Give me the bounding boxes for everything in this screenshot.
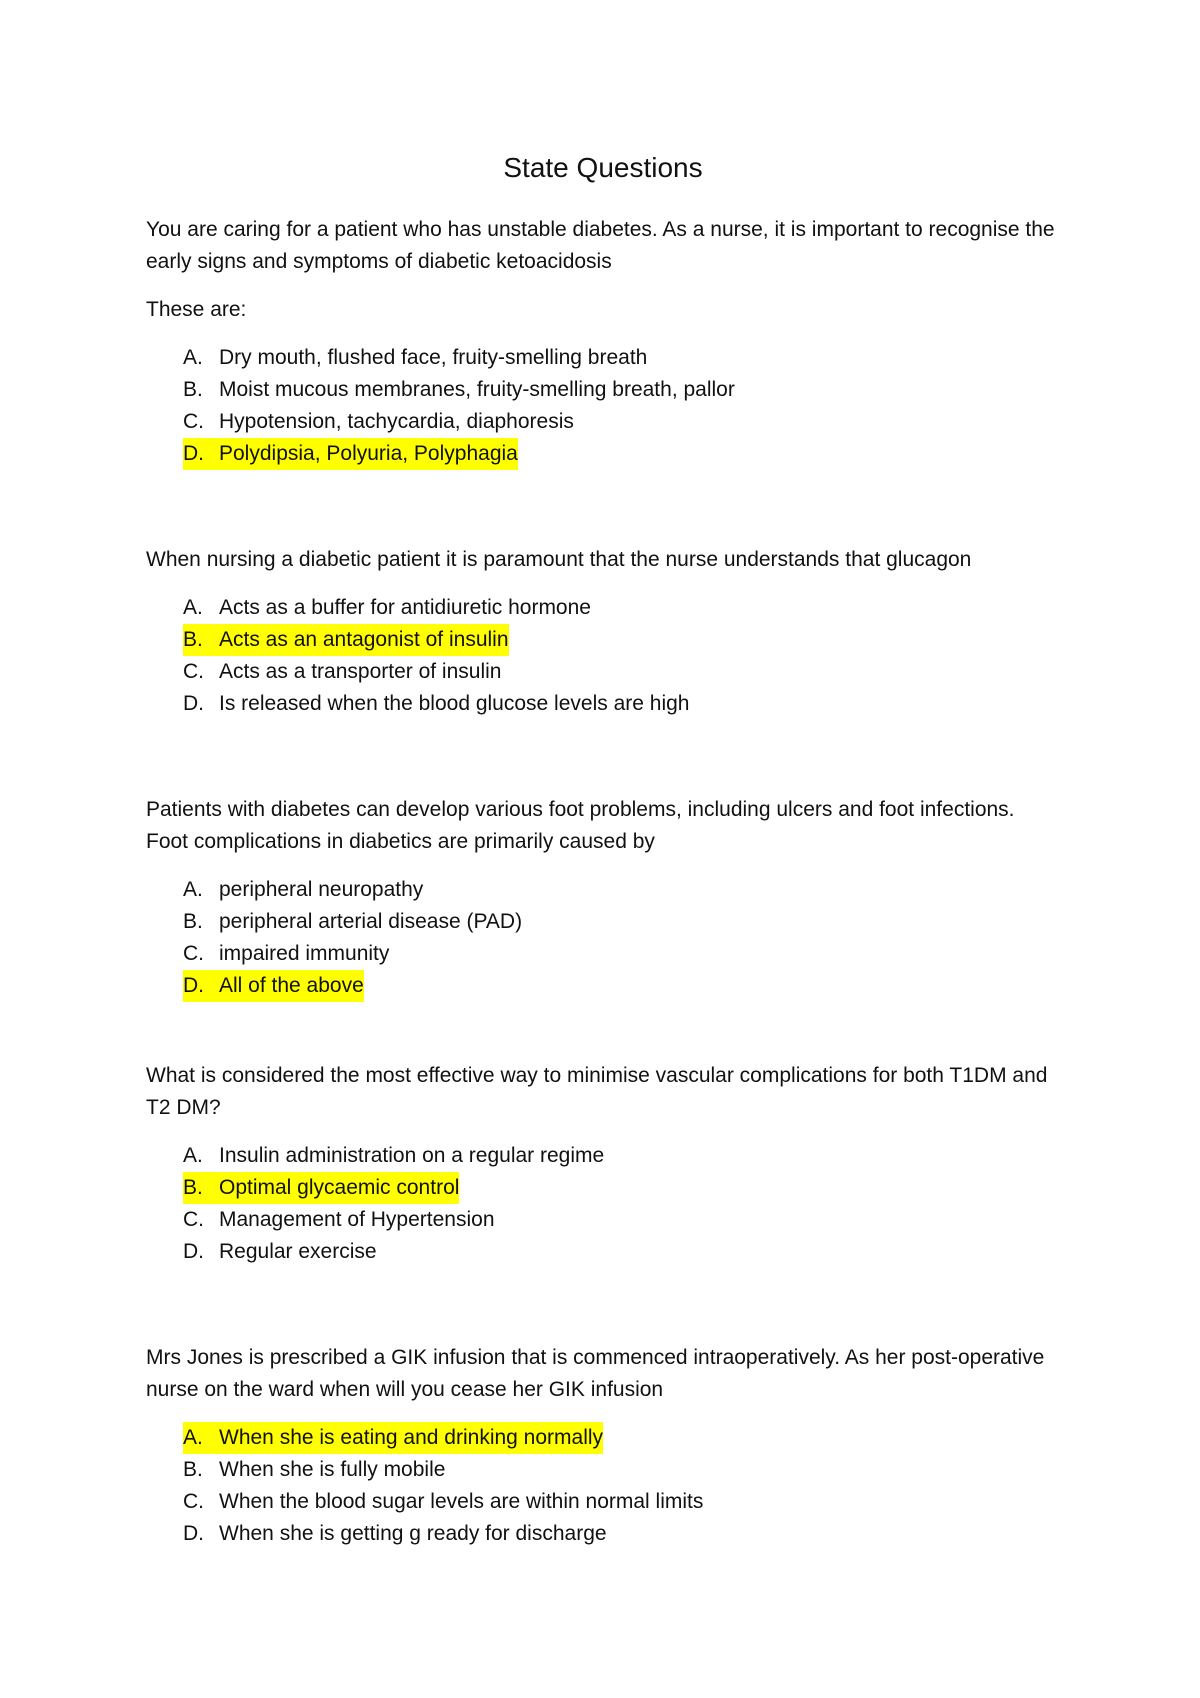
question-5: [146, 1342, 1060, 1550]
option-text: peripheral arterial disease (PAD): [219, 910, 523, 933]
option-letter: B.: [183, 910, 203, 933]
option-a: [183, 874, 1060, 906]
question-3: [146, 794, 1060, 1002]
question-2: [146, 544, 1060, 720]
question-text: Patients with diabetes can develop various foot problems, including ulcers and foot infections. Foot complications in diabetics are primarily caused by: [146, 798, 1015, 853]
option-letter: C.: [183, 410, 204, 433]
option-letter: C.: [183, 660, 204, 683]
option-text: When she is eating and drinking normally: [219, 1426, 604, 1449]
option-text: Acts as a transporter of insulin: [219, 660, 502, 683]
option-letter: A.: [183, 878, 203, 901]
option-b: [183, 374, 1060, 406]
option-letter: A.: [183, 346, 203, 369]
option-text: Management of Hypertension: [219, 1208, 495, 1231]
option-d: [183, 688, 1060, 720]
option-c: [183, 1204, 1060, 1236]
question-subtext: These are:: [146, 298, 247, 321]
option-letter: A.: [183, 1426, 203, 1449]
option-text: Hypotension, tachycardia, diaphoresis: [219, 410, 574, 433]
option-letter: C.: [183, 1208, 204, 1231]
option-text: Moist mucous membranes, fruity-smelling breath, pallor: [219, 378, 735, 401]
option-letter: B.: [183, 628, 203, 651]
option-b: [183, 1454, 1060, 1486]
question-1: [146, 214, 1060, 470]
option-b: [183, 624, 1060, 656]
option-letter: D.: [183, 692, 204, 715]
option-c: [183, 406, 1060, 438]
option-a: [183, 342, 1060, 374]
option-letter: D.: [183, 442, 204, 465]
option-text: Regular exercise: [219, 1240, 377, 1263]
question-text: Mrs Jones is prescribed a GIK infusion that is commenced intraoperatively. As her post-operative nurse on the ward when will you cease her GIK infusion: [146, 1346, 1045, 1401]
option-a: [183, 1140, 1060, 1172]
option-text: When she is getting g ready for discharge: [219, 1522, 607, 1545]
option-text: Acts as an antagonist of insulin: [219, 628, 509, 651]
option-b: [183, 906, 1060, 938]
option-text: Insulin administration on a regular regime: [219, 1144, 605, 1167]
option-letter: D.: [183, 1522, 204, 1545]
option-letter: A.: [183, 1144, 203, 1167]
option-text: When she is fully mobile: [219, 1458, 446, 1481]
spacer: [146, 1268, 1060, 1342]
page-title: State Questions: [503, 152, 703, 183]
option-text: When the blood sugar levels are within normal limits: [219, 1490, 704, 1513]
spacer: [146, 1002, 1060, 1060]
options-list: [146, 1140, 1060, 1268]
option-text: Is released when the blood glucose levels are high: [219, 692, 690, 715]
option-d: [183, 1518, 1060, 1550]
spacer: [146, 720, 1060, 794]
option-d: [183, 970, 1060, 1002]
option-letter: D.: [183, 1240, 204, 1263]
options-list: [146, 592, 1060, 720]
options-list: [146, 874, 1060, 1002]
option-c: [183, 656, 1060, 688]
option-a: [183, 592, 1060, 624]
option-text: impaired immunity: [219, 942, 390, 965]
option-letter: B.: [183, 1458, 203, 1481]
option-b: [183, 1172, 1060, 1204]
option-letter: A.: [183, 596, 203, 619]
option-letter: B.: [183, 1176, 203, 1199]
option-letter: C.: [183, 942, 204, 965]
option-c: [183, 938, 1060, 970]
question-text: When nursing a diabetic patient it is paramount that the nurse understands that glucagon: [146, 548, 972, 571]
option-d: [183, 1236, 1060, 1268]
question-text: What is considered the most effective way to minimise vascular complications for both T1DM and T2 DM?: [146, 1064, 1048, 1119]
question-text: You are caring for a patient who has unstable diabetes. As a nurse, it is important to recognise the early signs and symptoms of diabetic ketoacidosis: [146, 218, 1055, 273]
option-text: Acts as a buffer for antidiuretic hormone: [219, 596, 591, 619]
options-list: [146, 1422, 1060, 1550]
question-4: [146, 1060, 1060, 1268]
option-letter: D.: [183, 974, 204, 997]
option-c: [183, 1486, 1060, 1518]
spacer: [146, 470, 1060, 544]
option-d: [183, 438, 1060, 470]
option-text: peripheral neuropathy: [219, 878, 424, 901]
option-text: Dry mouth, flushed face, fruity-smelling breath: [219, 346, 648, 369]
option-text: All of the above: [219, 974, 364, 997]
options-list: [146, 342, 1060, 470]
option-letter: C.: [183, 1490, 204, 1513]
option-text: Polydipsia, Polyuria, Polyphagia: [219, 442, 518, 465]
option-letter: B.: [183, 378, 203, 401]
option-text: Optimal glycaemic control: [219, 1176, 460, 1199]
option-a: [183, 1422, 1060, 1454]
